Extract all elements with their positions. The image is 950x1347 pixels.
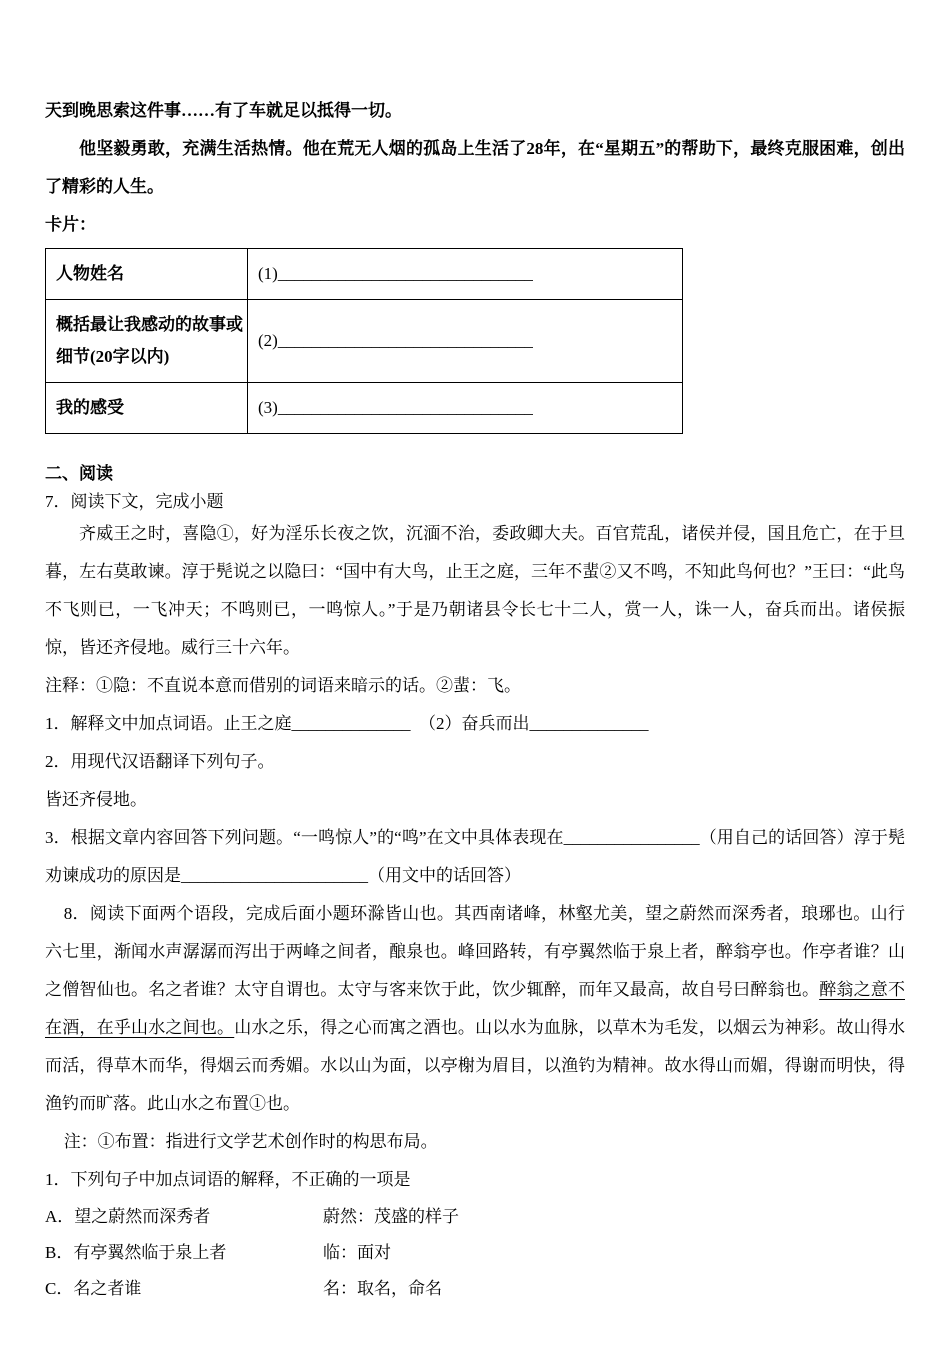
table-row (46, 383, 683, 434)
card-table (45, 248, 683, 434)
q7-question-1: 1．解释文中加点词语。止王之庭______________ （2）奋兵而出______________ (45, 714, 649, 733)
option-a-stem: A．望之蔚然而深秀者 (45, 1207, 211, 1226)
q7-question-3: 3．根据文章内容回答下列问题。“一鸣惊人”的“鸣”在文中具体表现在________________（用自己的话回答）淳于髡劝谏成功的原因是______________________（用文中的话回答） (45, 828, 905, 885)
q8-passage-underlined: 醉翁之意不在酒，在乎山水之间也。 (45, 980, 906, 1037)
row-label-my-feeling: 我的感受 (46, 383, 248, 434)
table-row (46, 300, 683, 383)
row-blank-1: (1)______________________________ (248, 249, 683, 300)
row-blank-3: (3)______________________________ (248, 383, 683, 434)
q8-passage (45, 895, 905, 1123)
option-a-gloss: 蔚然：茂盛的样子 (323, 1207, 459, 1226)
q7-passage: 齐威王之时，喜隐①，好为淫乐长夜之饮，沉湎不治，委政卿大夫。百官荒乱，诸侯并侵，国且危亡，在于旦暮，左右莫敢谏。淳于髡说之以隐曰：“国中有大鸟，止王之庭，三年不蜚②又不鸣，不知此鸟何也？”王曰：“此鸟不飞则已，一飞冲天；不鸣则已，一鸣惊人。”于是乃朝诸县令长七十二人，赏一人，诛一人，奋兵而出。诸侯振惊，皆还齐侵地。威行三十六年。 (45, 524, 905, 657)
row-blank-2: (2)______________________________ (248, 300, 683, 383)
paragraph-character-summary: 他坚毅勇敢，充满生活热情。他在荒无人烟的孤岛上生活了28年，在“星期五”的帮助下，最终克服困难，创出了精彩的人生。 (45, 139, 905, 196)
table-row (46, 249, 683, 300)
card-label: 卡片： (45, 215, 96, 234)
row-label-character-name: 人物姓名 (46, 249, 248, 300)
q7-question-2: 2．用现代汉语翻译下列句子。 (45, 752, 275, 771)
section-heading-reading: 二、阅读 (45, 464, 113, 483)
option-b-stem: B．有亭翼然临于泉上者 (45, 1243, 227, 1262)
option-a (45, 1199, 905, 1235)
option-c (45, 1271, 905, 1307)
option-b (45, 1235, 905, 1271)
row-label-moving-story: 概括最让我感动的故事或细节(20字以内) (46, 300, 248, 383)
option-c-stem: C．名之者谁 (45, 1279, 142, 1298)
q8-passage-before: 8．阅读下面两个语段，完成后面小题环滁皆山也。其西南诸峰，林壑尤美，望之蔚然而深秀者，琅琊也。山行六七里，渐闻水声潺潺而泻出于两峰之间者，酿泉也。峰回路转，有亭翼然临于泉上者，醉翁亭也。作亭者谁？山之僧智仙也。名之者谁？太守自谓也。太守与客来饮于此，饮少辄醉，而年又最高，故自号曰醉翁也。 (45, 904, 905, 999)
paragraph-intro: 天到晚思索这件事……有了车就足以抵得一切。 (45, 101, 402, 120)
option-b-gloss: 临：面对 (323, 1243, 391, 1262)
q8-question-1-heading: 1．下列句子中加点词语的解释，不正确的一项是 (45, 1170, 411, 1189)
option-c-gloss: 名：取名，命名 (323, 1279, 442, 1298)
q8-note: 注：①布置：指进行文学艺术创作时的构思布局。 (63, 1132, 438, 1151)
q7-question-2-sentence: 皆还齐侵地。 (45, 790, 147, 809)
q7-intro: 7．阅读下文，完成小题 (45, 492, 224, 511)
q8-passage-after: 山水之乐，得之心而寓之酒也。山以水为血脉，以草木为毛发，以烟云为神彩。故山得水而活，得草木而华，得烟云而秀媚。水以山为面，以亭榭为眉目，以渔钓为精神。故水得山而媚，得谢而明快，得渔钓而旷落。此山水之布置①也。 (45, 1018, 906, 1113)
q7-notes: 注释：①隐：不直说本意而借别的词语来暗示的话。②蜚：飞。 (45, 676, 521, 695)
